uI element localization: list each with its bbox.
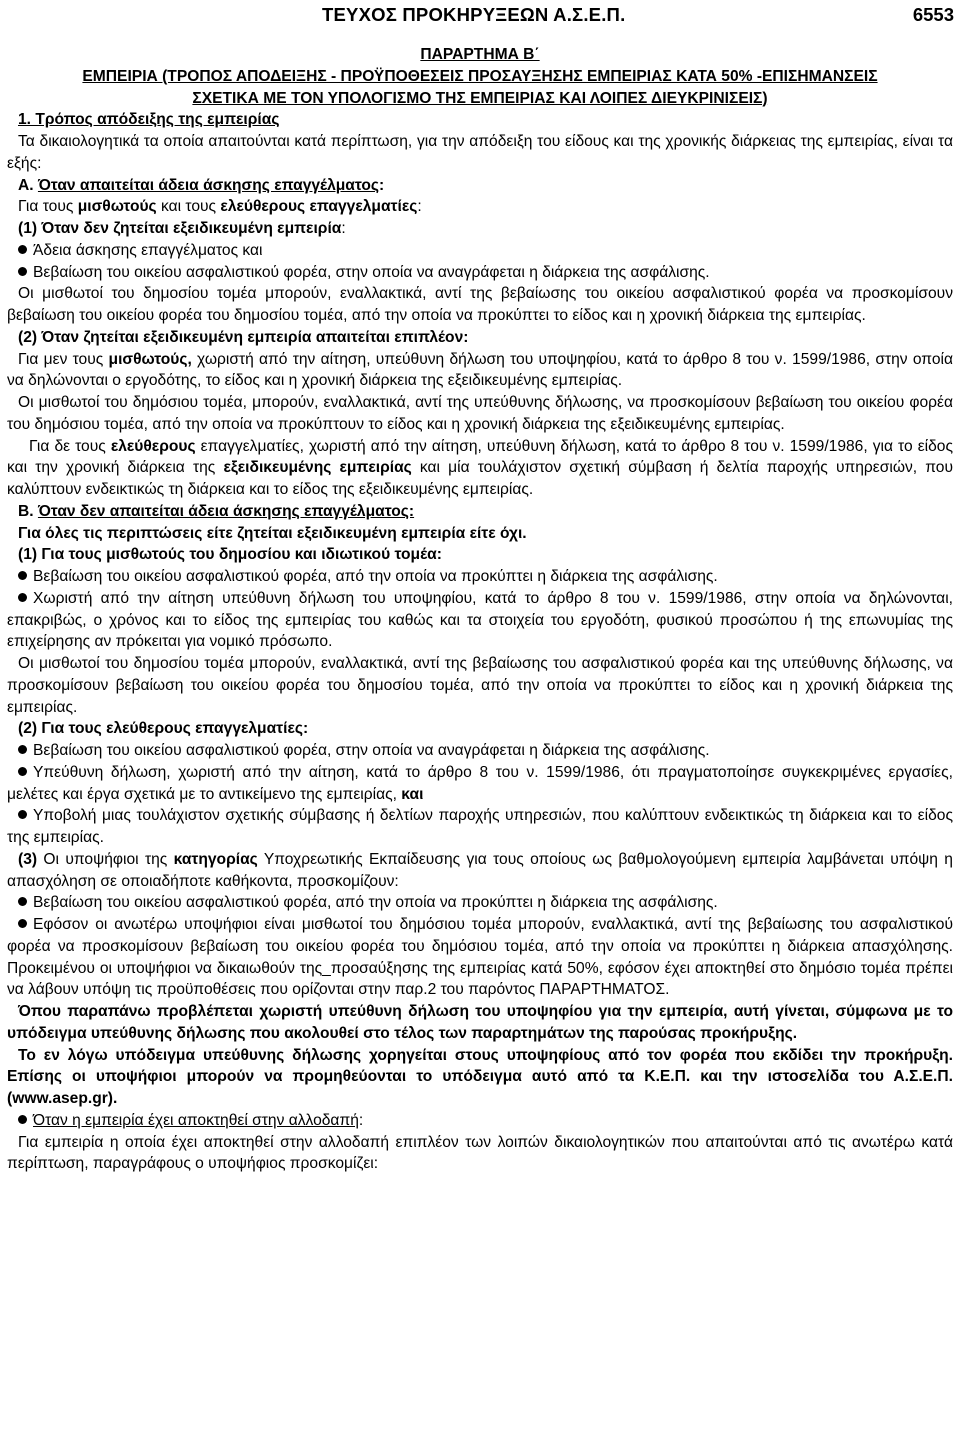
section-b-case-1-heading: (1) Για τους μισθωτούς του δημοσίου και ιδιωτικού τομέα: [18,546,442,564]
annex-title: ΠΑΡΑΡΤΗΜΑ Β΄ [420,46,540,63]
section-1-heading: 1. Τρόπος απόδειξης της εμπειρίας [18,111,280,129]
bullet-icon [18,810,27,819]
note-declaration-template: Όπου παραπάνω προβλέπεται χωριστή υπεύθυνη δήλωση του υποψηφίου για την εμπειρία, αυτή γίνεται, σύμφωνα με το υπόδειγμα υπεύθυνης δήλωσης που ακολουθεί στο τέλος των παραρτημάτων της παρούσας προκήρυξης. [7,1003,953,1042]
bullet-icon [18,897,27,906]
abroad-heading: Όταν η εμπειρία έχει αποκτηθεί στην αλλοδαπή: [7,1110,953,1132]
list-item: Χωριστή από την αίτηση υπεύθυνη δήλωση του υποψηφίου, κατά το άρθρο 8 του ν. 1599/1986, στην οποία να δηλώνονται, επακριβώς, ο χρόνος και το είδος της εμπειρίας του καθώς και τα στοιχεία του εργοδότη, φυσικού προσώπου ή της επωνυμίας της επιχείρησης αν πρόκειται για νομικό πρόσωπο. [7,589,953,651]
page-number: 6553 [912,4,954,25]
list-item: Άδεια άσκησης επαγγέλματος και [7,240,953,262]
note-template-availability: Το εν λόγω υπόδειγμα υπεύθυνης δήλωσης χορηγείται στους υποψηφίους από τον φορέα που εκδίδει την προκήρυξη. Επίσης οι υποψήφιοι μπορούν να προμηθεύονται το υπόδειγμα αυτό από τα Κ.Ε.Π. και την ιστοσελίδα του Α.Σ.Ε.Π. (www.asep.gr). [7,1046,953,1107]
section-1-intro: Τα δικαιολογητικά τα οποία απαιτούνται κατά περίπτωση, για την απόδειξη του είδους και της χρονικής διάρκειας της εμπειρίας, είναι τα εξής: [7,133,953,172]
list-item: Υποβολή μιας τουλάχιστον σχετικής σύμβασης ή δελτίων παροχής υπηρεσιών, που καλύπτουν ενδεικτικώς τη διάρκεια και το είδος της εμπειρίας. [7,807,953,846]
list-item: Βεβαίωση του οικείου ασφαλιστικού φορέα, από την οποία να προκύπτει η διάρκεια της ασφάλισης. [7,892,953,914]
section-a-case-1-public: Οι μισθωτοί του δημοσίου τομέα μπορούν, εναλλακτικά, αντί της βεβαίωσης του οικείου ασφαλιστικού φορέα να προσκομίσουν βεβαίωση του οικείου φορέα του δημοσίου τομέα, από την οποία να προκύπτει το είδος και η χρονική διάρκεια της εμπειρίας. [7,285,953,324]
section-b-heading: Β. Όταν δεν απαιτείται άδεια άσκησης επαγγέλματος: [18,502,415,520]
list-item: Υπεύθυνη δήλωση, χωριστή από την αίτηση, κατά το άρθρο 8 του ν. 1599/1986, ότι πραγματοποίησε συγκεκριμένες εργασίες, μελέτες και έργα σχετικά με το αντικείμενο της εμπειρίας, και [7,763,953,803]
section-a-case-1-heading: (1) Όταν δεν ζητείται εξειδικευμένη εμπειρία: [18,220,346,237]
section-b-case-1-public: Οι μισθωτοί του δημοσίου τομέα μπορούν, εναλλακτικά, αντί της βεβαίωσης του ασφαλιστικού φορέα και της υπεύθυνης δήλωσης, να προσκομίσουν βεβαίωση του οικείου φορέα του δημοσίου τομέα, από την οποία να προκύπτει το είδος και η χρονική διάρκεια της εμπειρίας. [7,655,953,716]
section-a-case-2-heading: (2) Όταν ζητείται εξειδικευμένη εμπειρία απαιτείται επιπλέον: [18,328,469,346]
bullet-icon [18,593,27,602]
section-a-heading: Α. Όταν απαιτείται άδεια άσκησης επαγγέλματος: [18,176,385,194]
bullet-icon [18,919,27,928]
section-b-case-3: (3) Οι υποψήφιοι της κατηγορίας Υποχρεωτικής Εκπαίδευσης για τους οποίους ως βαθμολογούμενη εμπειρία λαμβάνεται υπόψη η απασχόληση σε οποιαδήποτε καθήκοντα, προσκομίζουν: [7,850,953,890]
section-b-all-cases: Για όλες τις περιπτώσεις είτε ζητείται εξειδικευμένη εμπειρία είτε όχι. [18,524,527,542]
section-a-case-2-employees: Για μεν τους μισθωτούς, χωριστή από την αίτηση, υπεύθυνη δήλωση του υποψηφίου, κατά το άρθρο 8 του ν. 1599/1986, στην οποία να δηλώνονται ο εργοδότης, το είδος και η χρονική διάρκεια της εξειδικευμένης εμπειρίας. [7,350,953,390]
list-item: Βεβαίωση του οικείου ασφαλιστικού φορέα, στην οποία να αναγράφεται η διάρκεια της ασφάλισης. [7,740,953,762]
section-a-case-2-public: Οι μισθωτοί του δημόσιου τομέα, μπορούν, εναλλακτικά, αντί της υπεύθυνης δήλωσης, να προσκομίσουν βεβαίωση του οικείου φορέα του δημόσιου τομέα, από την οποία να προκύπτουν το είδος και η χρονική διάρκεια της εξειδικευμένης εμπειρίας. [7,394,953,433]
list-item: Εφόσον οι ανωτέρω υποψήφιοι είναι μισθωτοί του δημόσιου τομέα μπορούν, εναλλακτικά, αντί της βεβαίωσης του ασφαλιστικού φορέα να προσκομίσουν βεβαίωση του οικείου φορέα του δημόσιου τομέα, από την οποία να προκύπτει η διάρκεια απασχόλησης. Προκειμένου οι υποψήφιοι να δικαιωθούν της_προσαύξησης της εμπειρίας κατά 50%, εφόσον έχει αποκτηθεί στο δημόσιο τομέα πρέπει να λάβουν υπόψη τις προϋποθέσεις που ορίζονται στην παρ.2 του παρόντος ΠΑΡΑΡΤΗΜΑΤΟΣ. [7,916,953,999]
annex-subtitle: ΕΜΠΕΙΡΙΑ (ΤΡΟΠΟΣ ΑΠΟΔΕΙΞΗΣ - ΠΡΟΫΠΟΘΕΣΕΙΣ ΠΡΟΣΑΥΞΗΣΗΣ ΕΜΠΕΙΡΙΑΣ ΚΑΤΑ 50% -ΕΠΙΣΗΜΑΝΣΕΙΣ ΣΧΕΤΙΚΑ ΜΕ ΤΟΝ ΥΠΟΛΟΓΙΣΜΟ ΤΗΣ ΕΜΠΕΙΡΙΑΣ ΚΑΙ ΛΟΙΠΕΣ ΔΙΕΥΚΡΙΝΙΣΕΙΣ) [82,67,878,107]
bullet-icon [18,245,27,254]
section-a-for: Για τους μισθωτούς και τους ελεύθερους επαγγελματίες: [18,198,422,216]
page-header [0,4,960,30]
list-item: Βεβαίωση του οικείου ασφαλιστικού φορέα, στην οποία να αναγράφεται η διάρκεια της ασφάλισης. [7,262,953,284]
bullet-icon [18,571,27,580]
document-body [7,44,953,1175]
abroad-text: Για εμπειρία η οποία έχει αποκτηθεί στην αλλοδαπή επιπλέον των λοιπών δικαιολογητικών που απαιτούνται από τις ανωτέρω κατά περίπτωση, παραγράφους ο υποψήφιος προσκομίζει: [7,1133,953,1173]
list-item: Βεβαίωση του οικείου ασφαλιστικού φορέα, από την οποία να προκύπτει η διάρκεια της ασφάλισης. [7,566,953,588]
bullet-icon [18,267,27,276]
section-a-case-2-freelancers: Για δε τους ελεύθερους επαγγελματίες, χωριστή από την αίτηση, υπεύθυνη δήλωση, κατά το άρθρο 8 του ν. 1599/1986, για το είδος και την χρονική διάρκεια της εξειδικευμένης εμπειρίας και μία τουλάχιστον σχετική σύμβαση ή δελτία παροχής υπηρεσιών, που καλύπτουν ενδεικτικώς τη διάρκεια και το είδος της εξειδικευμένης εμπειρίας. [7,437,953,498]
bullet-icon [18,745,27,754]
issue-title: ΤΕΥΧΟΣ ΠΡΟΚΗΡΥΞΕΩΝ Α.Σ.Ε.Π. [322,4,626,25]
section-b-case-2-heading: (2) Για τους ελεύθερους επαγγελματίες: [18,720,309,738]
bullet-icon [18,1115,27,1124]
bullet-icon [18,767,27,776]
